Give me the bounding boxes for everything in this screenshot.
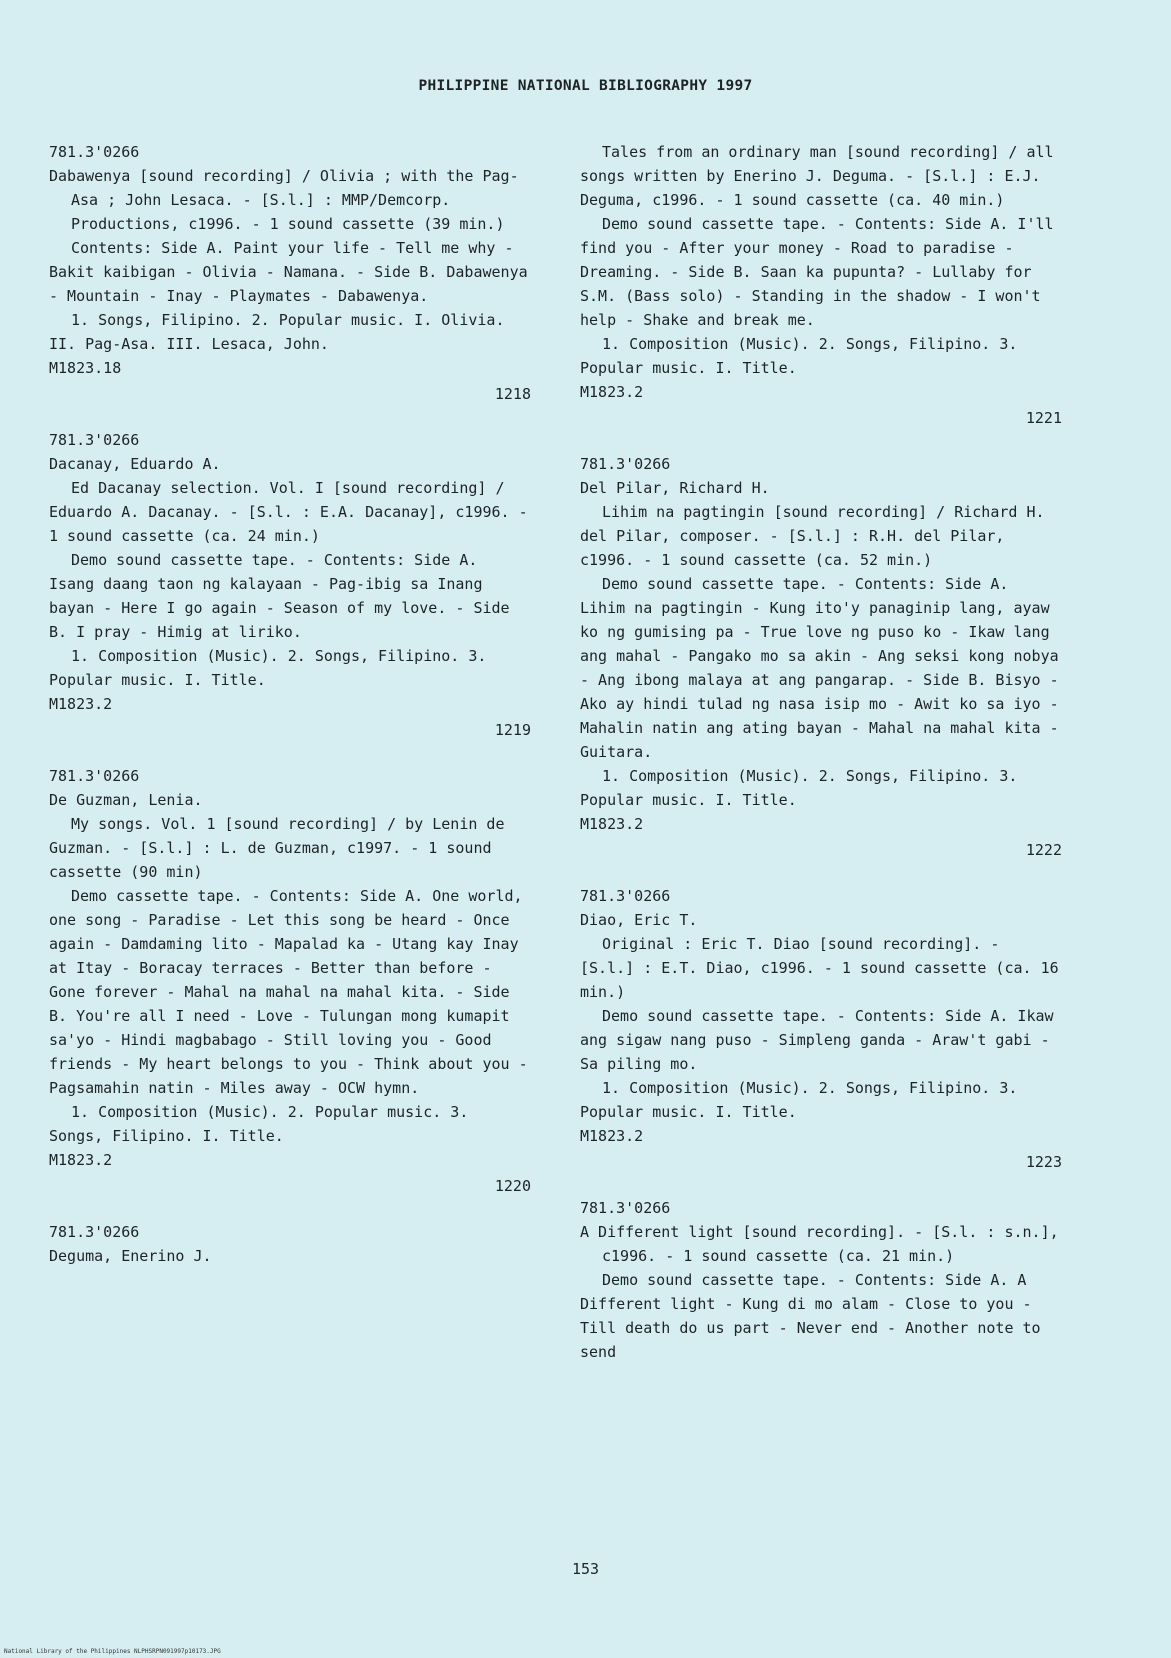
author-heading: De Guzman, Lenia. — [49, 791, 203, 809]
entry-1218 — [49, 140, 531, 406]
title-statement: Tales from an ordinary man [sound recording] / all songs written by Enerino J. Deguma. - [S.l.] : E.J. Deguma, c1996. - 1 sound cassette (ca. 40 min.) — [580, 143, 1054, 209]
class-number: 781.3'0266 — [580, 1199, 671, 1217]
class-number: 781.3'0266 — [580, 887, 671, 905]
entry-number: 1218 — [494, 385, 531, 403]
subject-tracings: 1. Composition (Music). 2. Songs, Filipino. 3. Popular music. I. Title. — [580, 1079, 1018, 1121]
call-number: M1823.2 — [49, 695, 113, 713]
class-number: 781.3'0266 — [580, 455, 671, 473]
entry-1219 — [49, 428, 531, 742]
call-number: M1823.2 — [580, 815, 644, 833]
author-heading: Del Pilar, Richard H. — [580, 479, 770, 497]
title-statement: Ed Dacanay selection. Vol. I [sound recording] / Eduardo A. Dacanay. - [S.l. : E.A. Dacanay], c1996. - 1 sound cassette (ca. 24 min.) — [49, 479, 528, 545]
title-statement: My songs. Vol. 1 [sound recording] / by Lenin de Guzman. - [S.l.] : L. de Guzman, c1997. - 1 sound cassette (90 min) — [49, 815, 505, 881]
entry-number: 1222 — [1025, 841, 1062, 859]
author-heading: Dacanay, Eduardo A. — [49, 455, 221, 473]
entry-number: 1223 — [1025, 1153, 1062, 1171]
title-statement: Lihim na pagtingin [sound recording] / Richard H. del Pilar, composer. - [S.l.] : R.H. del Pilar, c1996. - 1 sound cassette (ca. 52 min.) — [580, 503, 1045, 569]
title-statement: Original : Eric T. Diao [sound recording]. - [S.l.] : E.T. Diao, c1996. - 1 sound cassette (ca. 16 min.) — [580, 935, 1059, 1001]
contents-note: Demo sound cassette tape. - Contents: Side A. A Different light - Kung di mo alam - Close to you - Till death do us part - Never end - Another note to send — [580, 1271, 1041, 1361]
contents-note: Demo sound cassette tape. - Contents: Side A. Ikaw ang sigaw nang puso - Simpleng ganda - Araw't gabi - Sa piling mo. — [580, 1007, 1054, 1073]
entry-1223 — [580, 884, 1062, 1174]
class-number: 781.3'0266 — [49, 431, 140, 449]
page-header: PHILIPPINE NATIONAL BIBLIOGRAPHY 1997 — [418, 78, 753, 94]
call-number: M1823.2 — [49, 1151, 113, 1169]
subject-tracings: 1. Composition (Music). 2. Popular music. 3. Songs, Filipino. I. Title. — [49, 1103, 469, 1145]
contents-note: Demo sound cassette tape. - Contents: Side A. Lihim na pagtingin - Kung ito'y panaginip lang, ayaw ko ng gumising pa - True love ng puso ko - Ikaw lang ang mahal - Pangako mo sa akin - Ang seksi kong nobya - Ang ibong malaya at ang pangarap. - Side B. Bisyo - Ako ay hindi tulad ng nasa isip mo - Awit ko sa iyo - Mahalin natin ang ating bayan - Mahal na mahal kita - Guitara. — [580, 575, 1059, 761]
subject-tracings: 1. Composition (Music). 2. Songs, Filipino. 3. Popular music. I. Title. — [49, 647, 487, 689]
contents-note: Contents: Side A. Paint your life - Tell me why - Bakit kaibigan - Olivia - Namana. - Side B. Dabawenya - Mountain - Inay - Playmates - Dabawenya. — [49, 239, 528, 305]
call-number: M1823.2 — [580, 1127, 644, 1145]
entry-1222 — [580, 452, 1062, 862]
right-column — [580, 140, 1062, 1364]
entry-number: 1220 — [494, 1177, 531, 1195]
call-number: M1823.18 — [49, 359, 122, 377]
contents-note: Demo cassette tape. - Contents: Side A. One world, one song - Paradise - Let this song be heard - Once again - Damdaming lito - Mapalad ka - Utang kay Inay at Itay - Boracay terraces - Better than before - Gone forever - Mahal na mahal na mahal kita. - Side B. You're all I need - Love - Tulungan mong kumapit sa'yo - Hindi magbabago - Still loving you - Good friends - My heart belongs to you - Think about you - Pagsamahin natin - Miles away - OCW hymn. — [49, 887, 528, 1097]
class-number: 781.3'0266 — [49, 767, 140, 785]
entry-number: 1219 — [494, 721, 531, 739]
entry-1224-start — [580, 1196, 1062, 1364]
class-number: 781.3'0266 — [49, 143, 140, 161]
entry-number: 1221 — [1025, 409, 1062, 427]
entry-1220 — [49, 764, 531, 1198]
contents-note: Demo sound cassette tape. - Contents: Side A. Isang daang taon ng kalayaan - Pag-ibig sa Inang bayan - Here I go again - Season of my love. - Side B. I pray - Himig at liriko. — [49, 551, 510, 641]
class-number: 781.3'0266 — [49, 1223, 140, 1241]
scan-footer: National Library of the Philippines NLPHSRPN091997p10173.JPG — [4, 1648, 221, 1655]
entry-1221 — [580, 140, 1062, 430]
author-heading: Deguma, Enerino J. — [49, 1247, 212, 1265]
call-number: M1823.2 — [580, 383, 644, 401]
subject-tracings: 1. Composition (Music). 2. Songs, Filipino. 3. Popular music. I. Title. — [580, 767, 1018, 809]
page-number: 153 — [571, 1560, 600, 1578]
author-heading: Diao, Eric T. — [580, 911, 698, 929]
title-statement: Dabawenya [sound recording] / Olivia ; with the Pag-Asa ; John Lesaca. - [S.l.] : MMP/Demcorp. Productions, c1996. - 1 sound cassette (39 min.) — [49, 167, 519, 233]
subject-tracings: 1. Songs, Filipino. 2. Popular music. I. Olivia. II. Pag-Asa. III. Lesaca, John. — [49, 311, 505, 353]
subject-tracings: 1. Composition (Music). 2. Songs, Filipino. 3. Popular music. I. Title. — [580, 335, 1018, 377]
entry-1221-start — [49, 1220, 531, 1268]
title-statement: A Different light [sound recording]. - [S.l. : s.n.], c1996. - 1 sound cassette (ca. 21 min.) — [580, 1223, 1059, 1265]
contents-note: Demo sound cassette tape. - Contents: Side A. I'll find you - After your money - Road to paradise - Dreaming. - Side B. Saan ka pupunta? - Lullaby for S.M. (Bass solo) - Standing in the shadow - I won't help - Shake and break me. — [580, 215, 1054, 329]
left-column — [49, 140, 531, 1268]
